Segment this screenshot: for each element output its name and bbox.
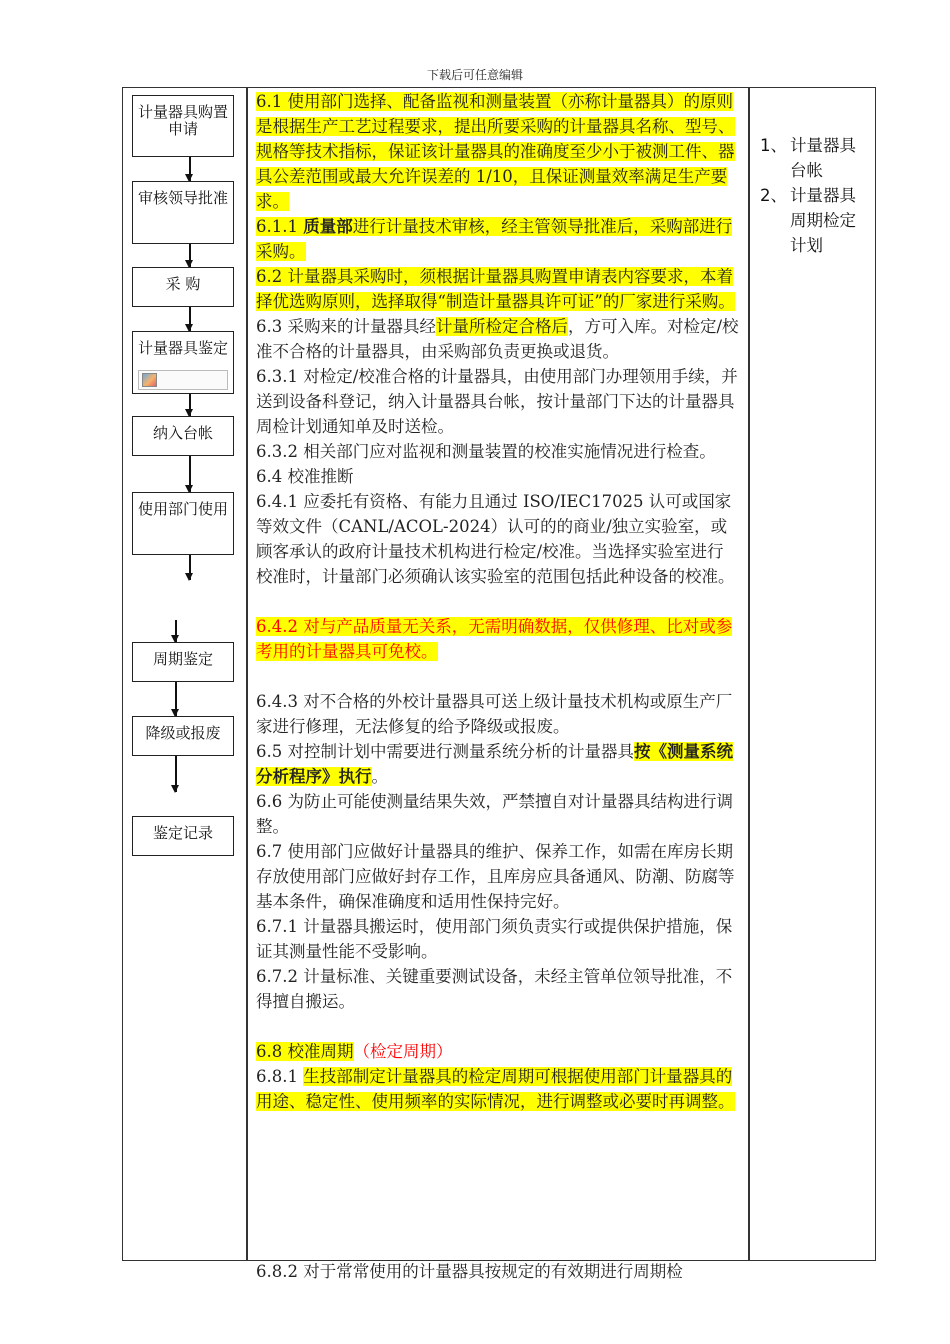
flow-step-purchase: 采 购 (132, 267, 234, 307)
clause-highlight: 计量所检定合格后 (436, 317, 568, 336)
clause-text: 。 (371, 767, 388, 786)
header-note: 下载后可任意编辑 (426, 68, 523, 82)
clause-6-8 (256, 1039, 740, 1064)
column-divider (748, 87, 750, 1261)
clause-6-8-1 (256, 1064, 740, 1114)
clause-text: ，方可入库。对检定/校准不合格的计量器具，由采购部负责更换或退货。 (256, 317, 739, 361)
flow-arrow (175, 682, 177, 716)
flow-arrow (175, 620, 177, 642)
clause-6-4-2 (256, 614, 740, 664)
clause-num: 6.8.1 (256, 1067, 304, 1086)
flow-step-purchase-request: 计量器具购置申请 (132, 95, 234, 157)
clause-6-7-2: 6.7.2 计量标准、关键重要测试设备，未经主管单位领导批准，不得擅自搬运。 (256, 967, 733, 1011)
clause-6-1-text: 6.1 使用部门选择、配备监视和测量装置（亦称计量器具）的原则是根据生产工艺过程要求，提出所要采购的计量器具名称、型号、规格等技术指标，保证该计量器具的准确度至少小于被测工件、器具公差范围或最大允许误差的 1/10，且保证测量效率满足生产要求。 (256, 92, 735, 211)
clause-6-8-2: 6.8.2 对于常常使用的计量器具按规定的有效期进行周期检 (256, 1262, 683, 1281)
clause-subtitle: （检定周期） (353, 1042, 453, 1061)
clause-6-6: 6.6 为防止可能使测量结果失效，严禁擅自对计量器具结构进行调整。 (256, 792, 733, 836)
flow-arrow (189, 244, 191, 267)
flow-step-periodic-verification: 周期鉴定 (132, 642, 234, 682)
flow-step-ledger: 纳入台帐 (132, 416, 234, 456)
broken-image-icon (138, 370, 228, 390)
clause-title: 6.8 校准周期 (256, 1042, 354, 1061)
flow-step-leader-approval: 审核领导批准 (132, 181, 234, 244)
clause-6-3 (256, 314, 740, 364)
record-text: 计量器具周期检定计划 (790, 186, 856, 255)
flow-arrow (189, 394, 191, 416)
record-num: 1、 (760, 136, 787, 155)
record-item (760, 133, 872, 183)
procedure-text (256, 89, 740, 1114)
flow-step-instrument-verification: 计量器具鉴定 (132, 331, 234, 394)
column-divider (246, 87, 248, 1261)
clause-6-4-2-text: 6.4.2 对与产品质量无关系，无需明确数据，仅供修理、比对或参考用的计量器具可免校。 (256, 617, 733, 661)
clause-dept: 质量部 (303, 217, 353, 236)
flow-arrow (189, 456, 191, 492)
flow-arrow (189, 555, 191, 580)
record-text: 计量器具台帐 (790, 136, 856, 180)
clause-6-4: 6.4 校准推断 (256, 467, 354, 486)
flow-arrow (175, 756, 177, 792)
clause-6-1-1 (256, 214, 740, 264)
flow-step-department-use: 使用部门使用 (132, 492, 234, 555)
clause-6-1 (256, 89, 740, 214)
clause-6-7: 6.7 使用部门应做好计量器具的维护、保养工作，如需在库房长期存放使用部门应做好封存工作，且库房应具备通风、防潮、防腐等基本条件，确保准确度和适用性保持完好。 (256, 842, 735, 911)
clause-6-2-text: 6.2 计量器具采购时，须根据计量器具购置申请表内容要求，本着择优选购原则，选择取得“制造计量器具许可证”的厂家进行采购。 (256, 267, 735, 311)
clause-text: 生技部制定计量器具的检定周期可根据使用部门计量器具的用途、稳定性、使用频率的实际情况，进行调整或必要时再调整。 (256, 1067, 735, 1111)
flow-step-verification-record: 鉴定记录 (132, 816, 234, 856)
clause-highlight: 按《测量系统分析程序》执行 (256, 742, 733, 786)
clause-6-3-2: 6.3.2 相关部门应对监视和测量装置的校准实施情况进行检查。 (256, 442, 716, 461)
clause-6-4-3: 6.4.3 对不合格的外校计量器具可送上级计量技术机构或原生产厂家进行修理，无法修复的给予降级或报废。 (256, 692, 733, 736)
clause-text: 进行计量技术审核，经主管领导批准后，采购部进行采购。 (256, 217, 733, 261)
flow-arrow (189, 307, 191, 331)
related-records (760, 133, 872, 258)
record-item (760, 183, 872, 258)
clause-6-7-1: 6.7.1 计量器具搬运时，使用部门须负责实行或提供保护措施，保证其测量性能不受影响。 (256, 917, 733, 961)
flow-step-downgrade-scrap: 降级或报废 (132, 716, 234, 756)
clause-6-3-1: 6.3.1 对检定/校准合格的计量器具，由使用部门办理领用手续，并送到设备科登记，纳入计量器具台帐，按计量部门下达的计量器具周检计划通知单及时送检。 (256, 367, 738, 436)
clause-text: 6.5 对控制计划中需要进行测量系统分析的计量器具 (256, 742, 634, 761)
flow-arrow (189, 157, 191, 181)
clause-6-5 (256, 739, 740, 789)
clause-text: 6.3 采购来的计量器具经 (256, 317, 436, 336)
clause-6-4-1: 6.4.1 应委托有资格、有能力且通过 ISO/IEC17025 认可或国家等效文件（CANL/ACOL-2024）认可的的商业/独立实验室，或顾客承认的政府计量技术机构进行检定/校准。当选择实验室进行校准时，计量部门必须确认该实验室的范围包括此种设备的校准。 (256, 492, 735, 586)
clause-num: 6.1.1 (256, 217, 304, 236)
record-num: 2、 (760, 186, 787, 205)
clause-6-2 (256, 264, 740, 314)
